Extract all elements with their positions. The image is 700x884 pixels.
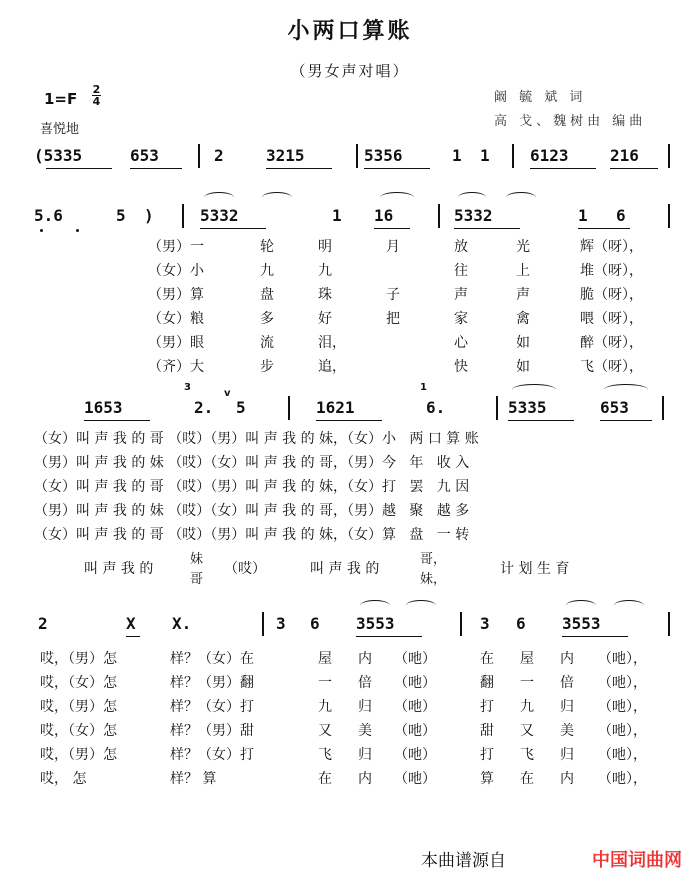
lyric-syllable: （吔） [394,723,436,739]
note-group: 3215 [266,146,305,165]
lyric-syllable: 屋 [520,651,534,667]
lyric-syllable: 九 [520,699,534,715]
lyric-syllable: （吔） [394,651,436,667]
lyric-syllable: 哎，（女）怎 [40,723,117,739]
song-title: 小两口算账 [287,18,413,44]
lyric-syllable: 又 [318,723,332,739]
barline [668,144,670,168]
lyric-syllable: 倍 [358,675,372,691]
note-group: 2 [214,146,224,165]
note-group: 1 [452,146,462,165]
lyric-line [0,524,700,544]
lyric-syllable: 美 [358,723,372,739]
lyric-syllable: （吔） [394,675,436,691]
notation-line-1 [34,138,674,172]
note-group: 3 [276,614,286,633]
notation-line-4 [34,606,674,640]
lyric-syllable: （男）眼 [148,335,204,351]
lyric-syllable: 脆（呀）， [580,287,643,303]
lyric-syllable: 如 [516,335,530,351]
lyric-syllable: 样？（男）翻 [170,675,254,691]
lyric-syllable: （吔）， [598,771,647,787]
lyric-syllable: 样？（男）甜 [170,723,254,739]
note-group: 1653 [84,398,123,417]
note-group: 5335 [508,398,547,417]
lyric-syllable: 醉（呀）， [580,335,643,351]
lyric-line [0,768,700,788]
lyric-syllable: （吔） [394,747,436,763]
lyric-syllable: 辉（呀）， [580,239,643,255]
note-group: 6 [516,614,526,633]
lyric-syllable: 内 [560,651,574,667]
note-group: 2. [194,398,214,417]
note-group: 5332 [454,206,493,225]
lyric-syllable: 追， [318,359,346,375]
note-group: 653 [130,146,159,165]
lyric-syllable: 流 [260,335,274,351]
lyric-syllable: 内 [358,651,372,667]
lyric-syllable: 喂（呀）， [580,311,643,327]
barline [288,396,290,420]
note-group: 5 [116,206,126,225]
lyric-syllable: （齐）大 [148,359,204,375]
lyric-line [0,308,700,328]
lyric-syllable: （吔） [394,699,436,715]
note-group: 1 [578,206,588,225]
lyric-syllable: 样？（女）在 [170,651,254,667]
barline [198,144,200,168]
lyric-syllable: 飞 [520,747,534,763]
barline [662,396,664,420]
lyric-syllable: 放 [454,239,468,255]
note-group: 5356 [364,146,403,165]
lyric-syllable: 飞（呀）， [580,359,643,375]
note-group: X [126,614,136,633]
meter-top: 2 [92,83,101,96]
lyric-line [0,744,700,764]
lyric-line [0,720,700,740]
lyric-line [0,696,700,716]
barline [512,144,514,168]
lyric-syllable: 好 [318,311,332,327]
lyric-syllable: 九 [318,263,332,279]
lyric-syllable: 在 [318,771,332,787]
lyric-syllable: 盘 [260,287,274,303]
time-signature [92,84,101,107]
lyric-syllable: 样？（女）打 [170,747,254,763]
note-group: ) [144,206,154,225]
lyric-text: （男）叫 声 我 的 妹 （哎）（女）叫 声 我 的 哥，（男）越 聚 越 多 [34,503,470,519]
notation-line-3: 1653 3 2. v 5 1621 1 6. 5335 653 [34,390,674,424]
lyric-syllable: 在 [480,651,494,667]
lyric-syllable: 甜 [480,723,494,739]
lyric-syllable: 倍 [560,675,574,691]
note-group: 6123 [530,146,569,165]
lyric-line [0,332,700,352]
lyric-line [0,260,700,280]
lyric-syllable: 轮 [260,239,274,255]
lyric-syllable: 禽 [516,311,530,327]
lyric-syllable: 算 [480,771,494,787]
lyric-syllable: 翻 [480,675,494,691]
lyric-syllable: 哎，（男）怎 [40,651,117,667]
lyric-line [0,476,700,496]
lyric-syllable: 上 [516,263,530,279]
lyric-syllable: 打 [480,699,494,715]
barline [356,144,358,168]
lyric-line [0,284,700,304]
barline [496,396,498,420]
note-group: 6 [310,614,320,633]
lyric-syllable: 内 [560,771,574,787]
lyric-syllable: 哎， 怎 [40,771,87,787]
lyric-syllable: 飞 [318,747,332,763]
lyric-syllable: 九 [318,699,332,715]
lyric-syllable: （吔） [394,771,436,787]
lyric-syllable: 哎，（男）怎 [40,699,117,715]
lyric-syllable: 归 [560,699,574,715]
source-note: 本曲谱源自 [421,851,506,871]
lyric-syllable: 归 [358,747,372,763]
note-group: 5332 [200,206,239,225]
lyric-syllable: （女）小 [148,263,204,279]
lyric-syllable: 一 [318,675,332,691]
note-group: 653 [600,398,629,417]
lyric-line [0,672,700,692]
note-group: 3 [480,614,490,633]
note-group: 1 [480,146,490,165]
song-subtitle: （男女声对唱） [290,62,410,80]
lyric-syllable: 子 [386,287,400,303]
note-group: 6 [616,206,626,225]
key-signature: 1=F [44,90,78,108]
note-group: 5 [236,398,246,417]
lyric-syllable: 步 [260,359,274,375]
lyric-syllable: 多 [260,311,274,327]
lyric-line [0,648,700,668]
lyric-syllable: 在 [520,771,534,787]
barline [460,612,462,636]
lyric-syllable: 哎，（女）怎 [40,675,117,691]
note-group: 3553 [356,614,395,633]
lyric-syllable: 屋 [318,651,332,667]
lyric-text: （女）叫 声 我 的 哥 （哎）（男）叫 声 我 的 妹，（女）打 罢 九 因 [34,479,470,495]
lyric-syllable: 归 [358,699,372,715]
lyric-syllable: 快 [454,359,468,375]
note-group: 216 [610,146,639,165]
lyric-syllable: 明 [318,239,332,255]
lyric-line [0,356,700,376]
lyric-text: （男）叫 声 我 的 妹 （哎）（女）叫 声 我 的 哥，（男）今 年 收 入 [34,455,470,471]
lyric-syllable: 美 [560,723,574,739]
barline [668,204,670,228]
lyric-syllable: 堆（呀）， [580,263,643,279]
lyric-syllable: 又 [520,723,534,739]
lyric-syllable: 归 [560,747,574,763]
lyric-syllable: （吔）， [598,699,647,715]
composer-credit: 高 戈、魏树由 编曲 [494,114,647,129]
lyric-syllable: 泪， [318,335,346,351]
note-group: 1 [332,206,342,225]
barline [668,612,670,636]
lyric-syllable: 声 [454,287,468,303]
lyric-syllable: 九 [260,263,274,279]
lyric-line [0,500,700,520]
lyric-syllable: （吔）， [598,723,647,739]
lyric-syllable: （男）算 [148,287,204,303]
tempo-marking: 喜悦地 [40,122,80,137]
site-brand: 中国词曲网 [592,850,682,871]
lyric-text: （女）叫 声 我 的 哥 （哎）（男）叫 声 我 的 妹，（女）小 两 口 算 账 [34,431,479,447]
barline [438,204,440,228]
lyric-syllable: 打 [480,747,494,763]
verse-2-final-line: 叫 声 我 的 妹 哥 （哎） 叫 声 我 的 哥， 妹， 计 划 生 育 [84,552,570,587]
lyric-syllable: 如 [516,359,530,375]
lyric-syllable: （吔）， [598,651,647,667]
note-group: X. [172,614,192,633]
note-group: (5335 [34,146,83,165]
note-group: 3553 [562,614,601,633]
lyric-syllable: 珠 [318,287,332,303]
lyric-syllable: （男）一 [148,239,204,255]
lyric-syllable: 样？ 算 [170,771,217,787]
lyric-syllable: 声 [516,287,530,303]
lyric-syllable: 把 [386,311,400,327]
note-group: 5.6 [34,206,63,225]
meter-bottom: 4 [92,95,101,108]
lyric-text: （女）叫 声 我 的 哥 （哎）（男）叫 声 我 的 妹，（女）算 盘 一 转 [34,527,470,543]
lyric-line [0,236,700,256]
note-group: 1621 [316,398,355,417]
note-group: 16 [374,206,394,225]
barline [182,204,184,228]
lyric-syllable: （吔）， [598,675,647,691]
barline [262,612,264,636]
note-group: 6. [426,398,446,417]
lyric-syllable: （女）粮 [148,311,204,327]
lyric-syllable: 光 [516,239,530,255]
lyric-syllable: 内 [358,771,372,787]
lyric-syllable: 一 [520,675,534,691]
lyric-syllable: 家 [454,311,468,327]
note-group: 2 [38,614,48,633]
notation-line-2 [34,198,674,232]
lyricist-credit: 阚 毓 斌 词 [494,90,587,105]
lyric-syllable: （吔）， [598,747,647,763]
lyric-syllable: 哎，（男）怎 [40,747,117,763]
lyric-syllable: 样？（女）打 [170,699,254,715]
lyric-syllable: 月 [386,239,400,255]
lyric-syllable: 往 [454,263,468,279]
lyric-syllable: 心 [454,335,468,351]
lyric-line [0,428,700,448]
lyric-line [0,452,700,472]
